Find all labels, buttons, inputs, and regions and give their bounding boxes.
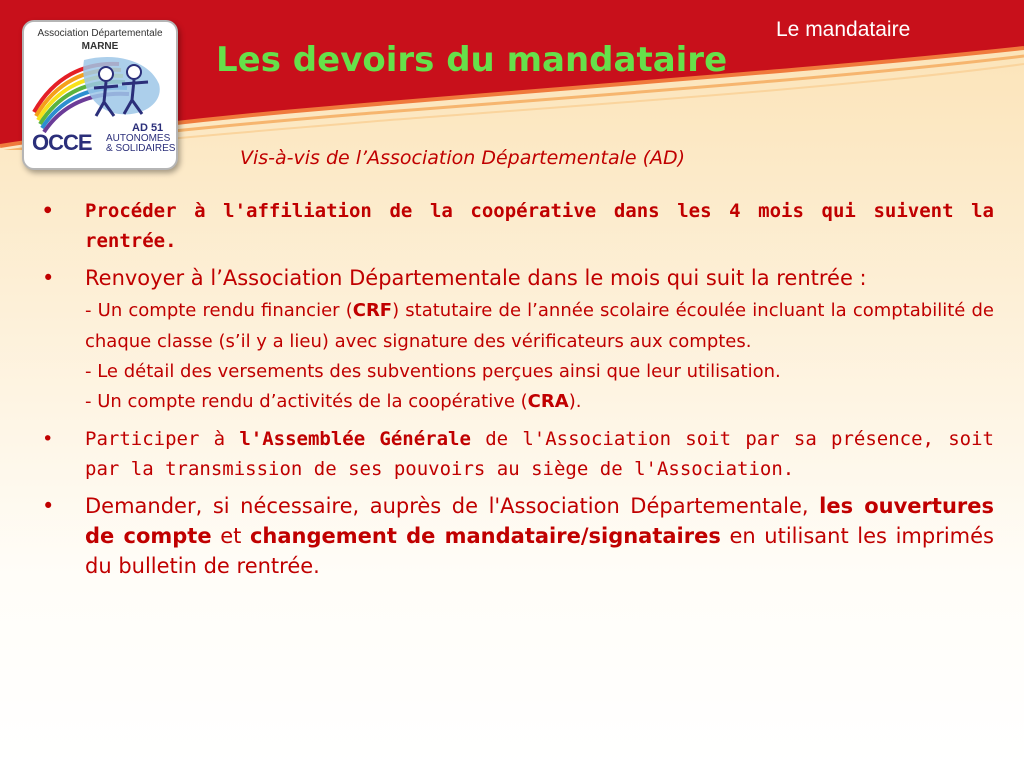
logo-brand: OCCE [32,130,92,155]
bullet-dot: • [42,266,55,290]
bullet-affiliation-text: Procéder à l'affiliation de la coopérative dans les 4 mois qui suivent la rentrée. [85,200,994,252]
bullet-assemblee-bold: l'Assemblée Générale [239,428,471,450]
sub-item-cra [42,387,994,417]
sub-item-subventions-text: - Le détail des versements des subventions perçues ainsi que leur utilisation. [85,361,781,382]
logo-tagline1: AUTONOMES [106,133,171,144]
bullet-dot: • [42,200,54,222]
sub-item-cra-bold: CRA [527,391,569,412]
bullet-demander-post: en utilisant les imprimés du bulletin de rentrée. [85,524,994,578]
page-subtitle: Vis-à-vis de l’Association Départementale (AD) [240,147,686,169]
bullet-demander-bold1: les ouvertures de compte [85,494,994,548]
page-title: Les devoirs du mandataire [216,40,728,80]
occe-logo [22,20,178,170]
bullet-affiliation [42,196,994,256]
logo-ad51: AD 51 [132,122,164,134]
bullet-renvoyer-text: Renvoyer à l’Association Départementale dans le mois qui suit la rentrée : [85,266,867,290]
logo-line1: Association Départementale [37,28,163,39]
logo-line2: MARNE [81,41,119,52]
bullet-demander-mid: et [211,524,250,548]
bullet-demander-pre: Demander, si nécessaire, auprès de l'Association Départementale, [85,494,820,518]
sub-item-subventions [42,357,994,387]
sub-item-crf-pre: - Un compte rendu financier ( [85,300,353,321]
logo-tagline2: & SOLIDAIRES [106,143,176,154]
bullet-demander [42,491,994,581]
sub-item-crf-bold: CRF [352,300,393,321]
bullet-dot: • [42,428,54,450]
sub-item-crf-post: ) statutaire de l’année scolaire écoulée incluant la comptabilité de chaque classe (s’il y a lieu) avec signature des vérificateurs aux comptes. [85,300,994,352]
bullet-dot: • [42,494,55,518]
content-list [42,196,994,588]
sub-item-cra-pre: - Un compte rendu d’activités de la coopérative ( [85,391,528,412]
section-label: Le mandataire [776,18,911,41]
bullet-assemblee-pre: Participer à [85,428,240,450]
logo-tagline [106,134,175,154]
sub-item-crf [42,295,994,357]
bullet-renvoyer [42,263,994,293]
sub-item-cra-post: ). [568,391,582,412]
bullet-assemblee [42,424,994,484]
bullet-demander-bold2: changement de mandataire/signataires [249,524,721,548]
bullet-assemblee-post: de l'Association soit par sa présence, soit par la transmission de ses pouvoirs au siège de l'Association. [85,428,994,480]
